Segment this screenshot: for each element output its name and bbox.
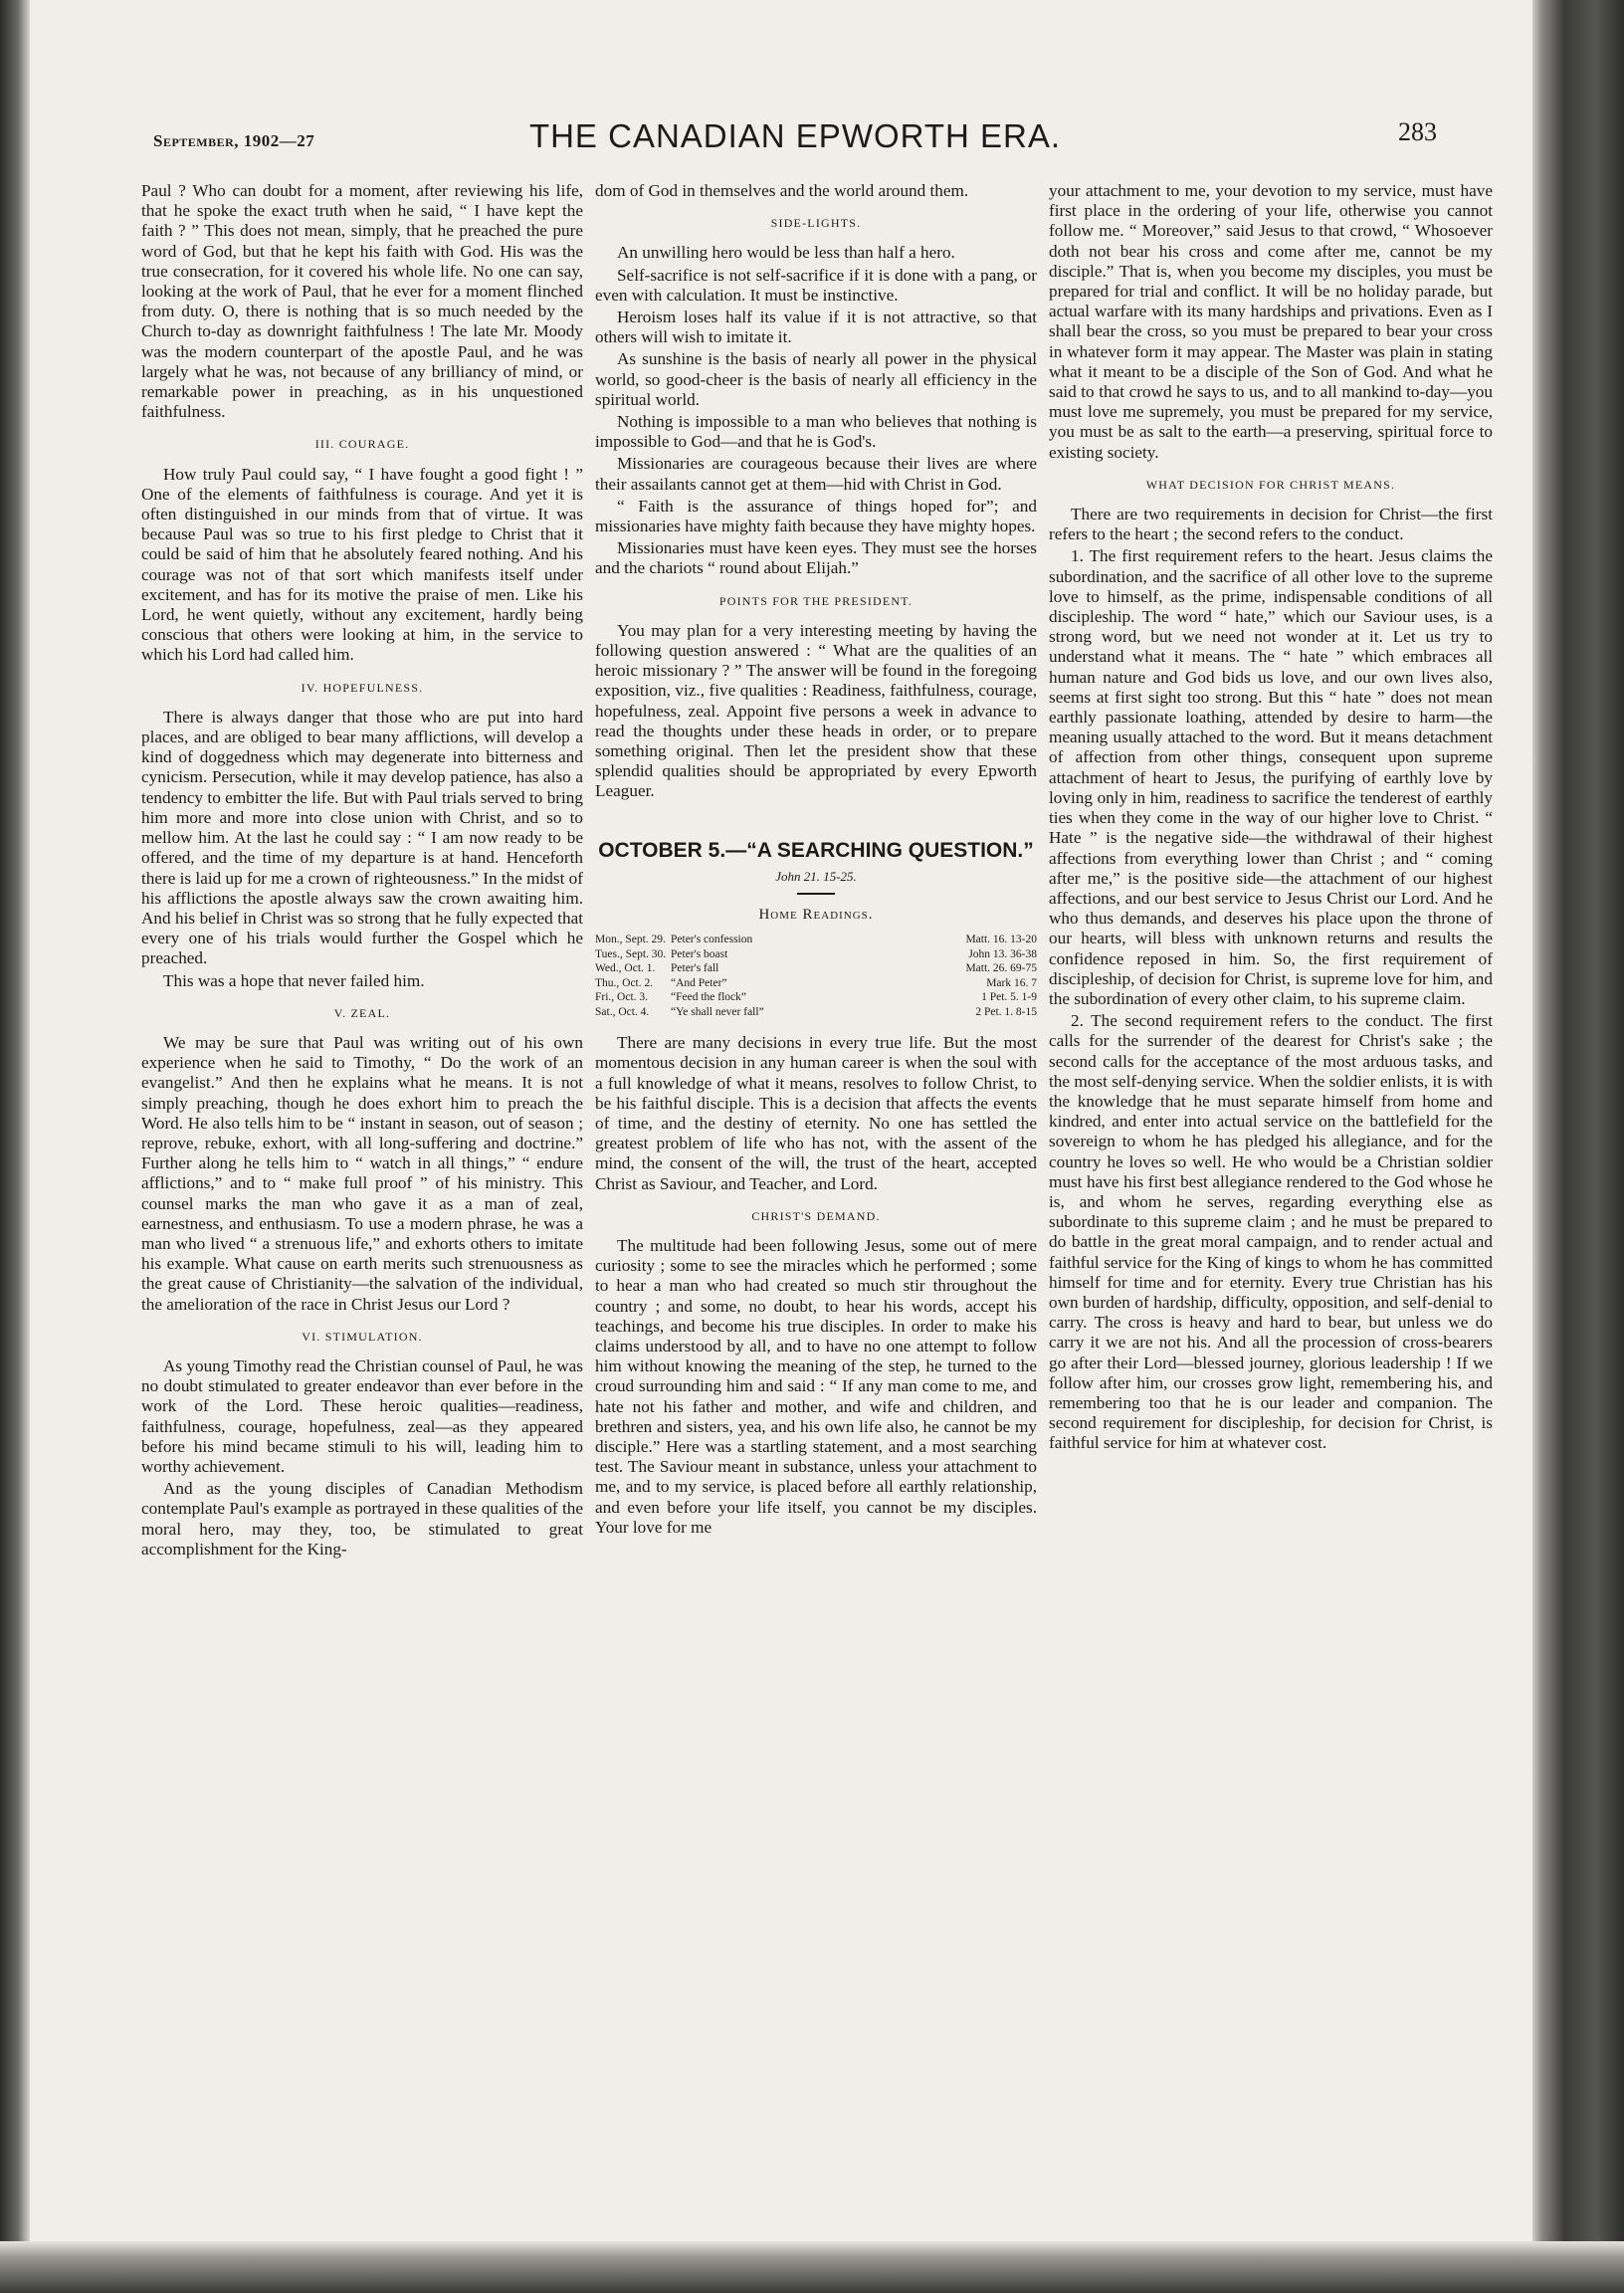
- scan-border-left: [0, 0, 30, 2293]
- table-row: [595, 976, 1037, 991]
- table-row: [595, 933, 1037, 947]
- paragraph: How truly Paul could say, “ I have fought a good fight ! ” One of the elements of faithfulness is courage. And yet it is often distinguished in our minds from that of virtue. It was because Paul was so true to his first pledge to Christ that it could be said of him that he absolutely feared nothing. And his courage was not of that sort which manifests itself under excitement, and has for its motive the praise of men. Like his Lord, he went quietly, without any excitement, hardly being conscious that others were looking at him, in the service to which his Lord had called him.: [141, 464, 583, 665]
- reading-title: “Ye shall never fall”: [671, 1005, 764, 1018]
- reading-ref: Matt. 26. 69-75: [965, 962, 1037, 975]
- home-readings-heading: Home Readings.: [758, 906, 874, 923]
- page-header: [153, 117, 1437, 169]
- side-light: An unwilling hero would be less than half a hero.: [617, 243, 955, 263]
- paragraph: dom of God in themselves and the world around them.: [595, 181, 969, 200]
- paragraph: We may be sure that Paul was writing out of his own experience when he said to Timothy, “ Do the work of an evangelist.” And then he explains what he means. It is not simply preaching, though he does exhort him to preach the Word. He also tells him to be “ instant in season, out of season ; reprove, rebuke, exhort, with all long-suffering and doctrine.” Further along he tells him to “ watch in all things,” “ endure afflictions,” and to “ make full proof ” of his ministry. This counsel marks the man who gave it as a man of zeal, earnestness, and enthusiasm. To use a modern phrase, he was a man who lived “ a strenuous life,” and exhorts others to imitate his example. What cause on earth merits such strenuousness as the great cause of Christianity—the salvation of the individual, the amelioration of the race in Christ Jesus our Lord ?: [141, 1032, 583, 1314]
- side-light: “ Faith is the assurance of things hoped for”; and missionaries have mighty faith because they have mighty hopes.: [595, 496, 1037, 536]
- divider: [797, 893, 835, 895]
- lesson-title: OCTOBER 5.—“A SEARCHING QUESTION.”: [598, 838, 1034, 862]
- paragraph: your attachment to me, your devotion to my service, must have first place in the ordering of your life, otherwise you cannot follow me. “ Moreover,” said Jesus to that crowd, “ Whosoever doth not bear his cross and come after me, cannot be my disciple.” That is, when you become my disciples, you must be prepared for trial and conflict. It will be no holiday parade, but actual warfare with its many hardships and privations. Even as I shall bear the cross, so you must be prepared to bear your cross in whatever form it may appear. The Master was plain in stating what it meant to be a disciple of the Son of God. And what he said to that crowd he says to us, and to all mankind to-day—you must love me supremely, you must be prepared for my service, you must be as salt to the earth—a preserving, spiritual force to existing society.: [1049, 181, 1493, 462]
- side-light: Self-sacrifice is not self-sacrifice if it is done with a pang, or even with calculation. It must be instinctive.: [595, 265, 1037, 305]
- paragraph: This was a hope that never failed him.: [163, 970, 425, 990]
- lesson-scripture-ref: John 21. 15-25.: [775, 868, 857, 884]
- section-heading-christs-demand: CHRIST'S DEMAND.: [751, 1208, 881, 1223]
- paragraph: 1. The first requirement refers to the heart. Jesus claims the subordination, and the sacrifice of all other love to the supreme love to himself, as the prime, indispensable conditions of all discipleship. The word “ hate,” which our Saviour uses, is a strong word, but we need not wonder at it. Let us try to understand what it means. The “ hate ” which embraces all human nature and God bids us love, and our own lives also, seems at first sight too strong. But this “ hate ” does not mean earthly passionate loathing, attended by desire to harm—the meaning usually attached to the word. But it means detachment of affection from other things, consequent upon supreme attachment of heart to Jesus, the purifying of earthly love by loving only in him, readiness to sacrifice the tenderest of earthly ties when they come in the way of our higher love to Christ. “ Hate ” is the negative side—the withdrawal of their highest affections from everything lower than Christ ; and “ coming after me,” is the positive side—the attachment of our highest affections, and our best service to Jesus Christ our Lord. And he who thus demands, and deserves his place upon the throne of our hearts, will bless with unknown returns and results the confidence reposed in him. So, the first requirement of discipleship, of decision for Christ, is supreme love for him, and the subordination of every other claim, to his supreme claim.: [1049, 546, 1493, 1008]
- column-1: [141, 181, 583, 1562]
- reading-ref: John 13. 36-38: [968, 947, 1037, 960]
- section-heading-zeal: V. ZEAL.: [333, 1005, 391, 1020]
- section-heading-side-lights: SIDE-LIGHTS.: [770, 216, 862, 231]
- publication-title: THE CANADIAN EPWORTH ERA.: [528, 117, 1062, 154]
- reading-ref: Matt. 16. 13-20: [965, 934, 1037, 946]
- section-heading-points: POINTS FOR THE PRESIDENT.: [718, 593, 914, 608]
- home-readings-table: [595, 933, 1037, 1019]
- side-light: Nothing is impossible to a man who believes that nothing is impossible to God—and that he is God's.: [595, 412, 1037, 452]
- side-light: Heroism loses half its value if it is not attractive, so that others will wish to imitate it.: [595, 308, 1037, 347]
- page-number: 283: [1398, 117, 1437, 146]
- paragraph: As young Timothy read the Christian counsel of Paul, he was no doubt stimulated to greater endeavor than ever before in the work of the Lord. These heroic qualities—readiness, faithfulness, courage, hopefulness, zeal—as they appeared before his mind became stimuli to his will, leading him to worthy achievement.: [141, 1355, 583, 1476]
- reading-day: Fri., Oct. 3.: [595, 991, 649, 1004]
- side-light: As sunshine is the basis of nearly all power in the physical world, so good-cheer is the basis of nearly all efficiency in the spiritual world.: [595, 349, 1037, 409]
- reading-ref: 1 Pet. 5. 1-9: [981, 991, 1037, 1004]
- section-heading-decision: WHAT DECISION FOR CHRIST MEANS.: [1145, 477, 1396, 492]
- reading-day: Mon., Sept. 29.: [595, 934, 666, 946]
- reading-day: Tues., Sept. 30.: [595, 947, 667, 960]
- table-row: [595, 990, 1037, 1005]
- paragraph: There are two requirements in decision for Christ—the first refers to the heart ; the second refers to the conduct.: [1049, 505, 1493, 544]
- table-row: [595, 961, 1037, 976]
- section-heading-stimulation: VI. STIMULATION.: [302, 1329, 423, 1344]
- reading-day: Sat., Oct. 4.: [595, 1005, 650, 1018]
- reading-ref: 2 Pet. 1. 8-15: [975, 1005, 1037, 1018]
- book-edge-right: [1532, 0, 1624, 2293]
- paragraph: And as the young disciples of Canadian Methodism contemplate Paul's example as portrayed in these qualities of the moral hero, may they, too, be stimulated to great accomplishment for the King-: [141, 1479, 583, 1559]
- reading-title: Peter's confession: [671, 934, 753, 946]
- issue-date: September, 1902—27: [153, 131, 315, 150]
- paragraph: There are many decisions in every true life. But the most momentous decision in any human career is when the soul with a full knowledge of what it means, resolves to follow Christ, to be his faithful disciple. This is a decision that affects the events of time, and the destiny of eternity. No one has settled the greatest problem of life who has not, with the assent of the mind, the consent of the will, the trust of the heart, accepted Christ as Saviour, and Teacher, and Lord.: [595, 1033, 1037, 1193]
- reading-title: Peter's fall: [671, 962, 719, 975]
- newspaper-page: [30, 0, 1532, 2241]
- scan-border-bottom: [0, 2241, 1624, 2293]
- paragraph: You may plan for a very interesting meeting by having the following question answered : “ What are the qualities of an heroic missionary ? ” The answer will be found in the foregoing exposition, viz., five qualities : Readiness, faithfulness, courage, hopefulness, zeal. Appoint five persons a week in advance to read the thoughts under these heads in order, or to prepare something original. Then let the president show that these splendid qualities should be appropriated by every Epworth Leaguer.: [595, 620, 1037, 801]
- reading-title: Peter's boast: [671, 947, 728, 960]
- paragraph: Paul ? Who can doubt for a moment, after reviewing his life, that he spoke the exact truth when he said, “ I have kept the faith ? ” This does not mean, simply, that he preached the pure word of God, but that he kept his faith with God. His was the true consecration, for it covered his whole life. No one can say, looking at the work of Paul, that he ever for a moment flinched from duty. O, there is nothing that is so much needed by the Church to-day as downright faithfulness ! The late Mr. Moody was the modern counterpart of the apostle Paul, and he was largely what he was, not because of any brilliancy of mind, or remarkable power in preaching, as in his unquestioned faithfulness.: [141, 181, 583, 422]
- paragraph: The multitude had been following Jesus, some out of mere curiosity ; some to see the miracles which he performed ; some to hear a man who had created so much stir throughout the country ; and some, no doubt, to hear his words, accept his teachings, and become his true disciples. In order to make his claims understood by all, and to have no one attempt to follow him without knowing the meaning of the step, he turned to the croud surrounding him and said : “ If any man come to me, and hate not his father and mother, and wife and children, and brethren and sisters, yea, and his own life also, he cannot be my disciple.” Here was a startling statement, and a most searching test. The Saviour meant in substance, unless your attachment to me, and to my service, is placed before all earthly relationship, and even before your life itself, you cannot be my disciples. Your love for me: [595, 1235, 1037, 1537]
- section-heading-hopefulness: IV. HOPEFULNESS.: [301, 680, 424, 695]
- section-heading-courage: III. COURAGE.: [314, 437, 410, 452]
- reading-ref: Mark 16. 7: [986, 976, 1037, 989]
- reading-title: “Feed the flock”: [671, 991, 746, 1004]
- reading-day: Thu., Oct. 2.: [595, 976, 654, 989]
- reading-title: “And Peter”: [671, 976, 727, 989]
- table-row: [595, 1005, 1037, 1020]
- side-light: Missionaries must have keen eyes. They must see the horses and the chariots “ round about Elijah.”: [595, 538, 1037, 578]
- side-light: Missionaries are courageous because their lives are where their assailants cannot get at them—hid with Christ in God.: [595, 454, 1037, 494]
- reading-day: Wed., Oct. 1.: [595, 962, 656, 975]
- paragraph: There is always danger that those who are put into hard places, and are obliged to bear many afflictions, will develop a kind of doggedness which may degenerate into bitterness and cynicism. Persecution, while it may develop patience, has also a tendency to embitter the life. But with Paul trials served to bring him more and more into close union with Christ, and so to mellow him. At the last he could say : “ I am now ready to be offered, and the time of my departure is at hand. Henceforth there is laid up for me a crown of righteousness.” In the midst of his afflictions the apostle always saw the crown awaiting him. And his belief in Christ was so strong that he fully expected that every one of his trials would further the Gospel which he preached.: [141, 707, 583, 968]
- paragraph: 2. The second requirement refers to the conduct. The first calls for the surrender of the dearest for Christ's sake ; the second calls for the acceptance of the most arduous tasks, and the most self-denying service. When the soldier enlists, it is with the knowledge that he must separate himself from home and kindred, and enter into actual service on the battlefield for the sovereign to whom he has pledged his allegiance, and for the country he loves so well. He who would be a Christian soldier must have his first best allegiance rendered to the God whose he is, and whom he serves, regarding everything else as subordinate to this supreme claim ; and he must be prepared to do battle in the great moral campaign, and to render actual and faithful service for the King of kings to whom he has committed himself for time and for eternity. Every true Christian has his own burden of hardship, difficulty, opposition, and self-denial to carry. The cross is heavy and hard to bear, but unless we do carry it we are not his. And all the procession of cross-bearers go after their Lord—blessed journey, glorious leadership ! If we follow after him, our crosses grow light, remembering his, and remembering too that he is our leader and companion. The second requirement for discipleship, for decision for Christ, is faithful service for him at whatever cost.: [1049, 1011, 1493, 1453]
- table-row: [595, 947, 1037, 962]
- column-3: [1049, 181, 1493, 1456]
- column-2: [595, 181, 1037, 1540]
